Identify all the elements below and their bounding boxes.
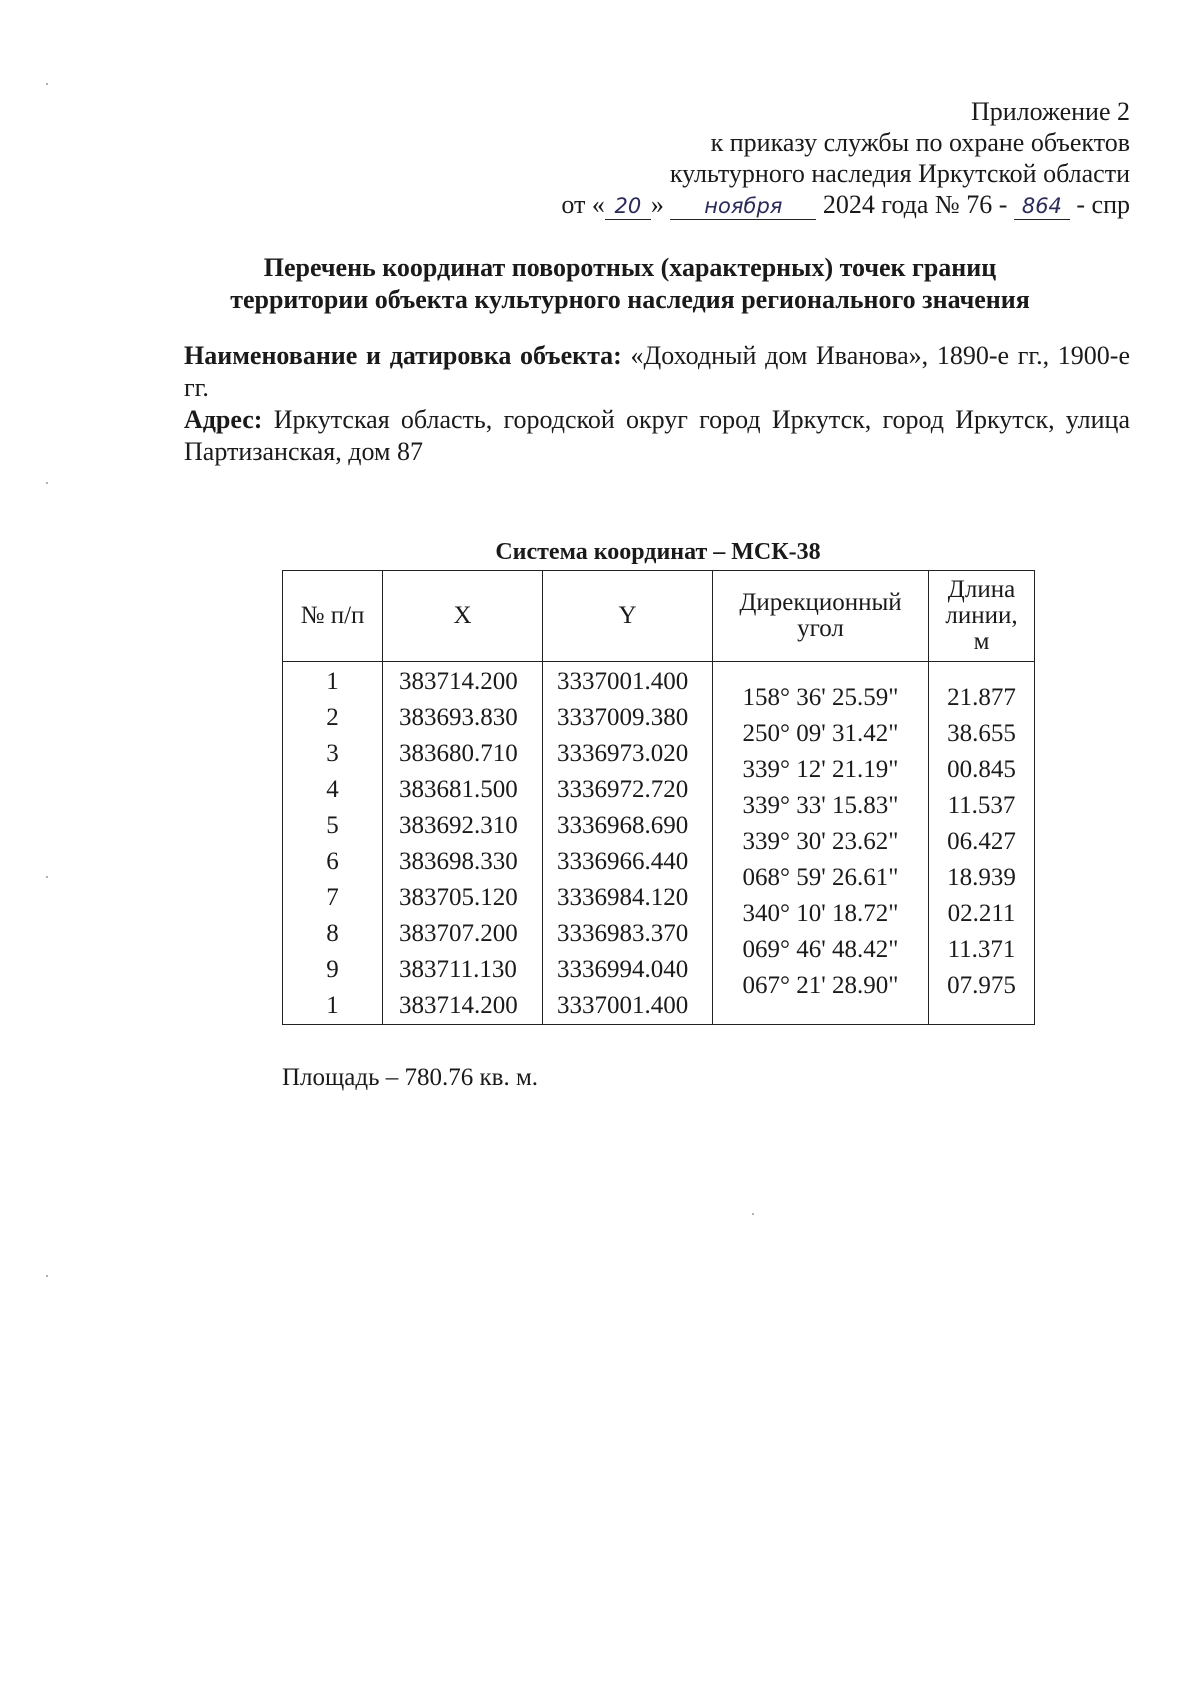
x-coordinate-cell: 383714.200 <box>399 992 518 1019</box>
scan-speck <box>752 1213 754 1215</box>
line-length-cell: 02.211 <box>947 900 1016 927</box>
line-length-cell: 00.845 <box>947 756 1016 783</box>
object-name <box>184 340 1130 404</box>
point-number-cell: 3 <box>326 740 339 767</box>
x-coordinate-cell: 383681.500 <box>399 776 518 803</box>
date-prefix: от « <box>561 190 605 219</box>
x-coordinate-cell: 383714.200 <box>399 668 518 695</box>
column-x <box>383 662 543 1025</box>
header-length-line-1: Длина <box>947 576 1016 603</box>
line-length-cell: 11.537 <box>947 792 1016 819</box>
direction-angle-cell: 067° 21' 28.90" <box>742 972 899 999</box>
x-coordinate-cell: 383693.830 <box>399 704 518 731</box>
point-number-cell: 5 <box>326 812 339 839</box>
y-coordinate-cell: 3337001.400 <box>557 992 689 1019</box>
x-coordinate-cell: 383711.130 <box>399 956 517 983</box>
handwritten-day: 20 <box>605 193 651 220</box>
column-lengths <box>929 662 1035 1025</box>
object-name-label: Наименование и датировка объекта: <box>184 341 622 370</box>
y-coordinate-cell: 3336973.020 <box>557 740 689 767</box>
coordinates-table <box>282 570 1035 1025</box>
line-length-cell: 21.877 <box>947 684 1016 711</box>
direction-angle-cell: 068° 59' 26.61" <box>742 864 899 891</box>
x-coordinate-cell: 383707.200 <box>399 920 518 947</box>
point-number-cell: 4 <box>326 776 339 803</box>
direction-angle-cell: 069° 46' 48.42" <box>742 936 899 963</box>
header-angle-line-1: Дирекционный <box>739 589 902 616</box>
area-value: Площадь – 780.76 кв. м. <box>282 1064 539 1091</box>
line-length-cell: 11.371 <box>947 936 1016 963</box>
table-header-row <box>283 571 1035 662</box>
point-number-cell: 7 <box>326 884 339 911</box>
header-angle <box>713 571 929 662</box>
appendix-number: Приложение 2 <box>970 97 1130 126</box>
order-reference: к приказу службы по охране объектов <box>710 128 1130 157</box>
scan-speck <box>46 482 48 484</box>
x-coordinate-cell: 383705.120 <box>399 884 518 911</box>
order-suffix: - спр <box>1076 190 1130 219</box>
table-body-row <box>283 662 1035 1025</box>
y-coordinate-cell: 3336968.690 <box>557 812 689 839</box>
handwritten-order-number: 864 <box>1014 193 1070 220</box>
table-caption: Система координат – МСК-38 <box>495 539 821 565</box>
x-coordinate-cell: 383698.330 <box>399 848 518 875</box>
line-length-cell: 06.427 <box>947 828 1016 855</box>
point-number-cell: 6 <box>326 848 339 875</box>
title-line-1: Перечень координат поворотных (характерных) точек границ <box>263 253 997 282</box>
header-length-line-3: м <box>973 628 990 655</box>
header-num: № п/п <box>283 571 383 662</box>
column-y <box>543 662 713 1025</box>
object-address <box>184 404 1130 468</box>
y-coordinate-cell: 3337009.380 <box>557 704 689 731</box>
direction-angle-cell: 339° 12' 21.19" <box>742 756 899 783</box>
point-number-cell: 9 <box>326 956 339 983</box>
x-coordinate-cell: 383680.710 <box>399 740 518 767</box>
order-authority: культурного наследия Иркутской области <box>669 159 1130 188</box>
object-address-value: Иркутская область, городской округ город Иркутск, город Иркутск, улица Партизанская, дом 87 <box>184 405 1131 466</box>
y-coordinate-cell: 3336972.720 <box>557 776 689 803</box>
order-date-line <box>490 189 1130 220</box>
y-coordinate-cell: 3337001.400 <box>557 668 689 695</box>
point-number-cell: 1 <box>326 668 339 695</box>
y-coordinate-cell: 3336966.440 <box>557 848 689 875</box>
date-year: 2024 года № 76 - <box>822 190 1008 219</box>
scan-speck <box>46 1275 48 1277</box>
scan-speck <box>46 876 48 878</box>
header-length <box>929 571 1035 662</box>
scan-speck <box>46 83 48 85</box>
title-line-2: территории объекта культурного наследия регионального значения <box>230 285 1030 314</box>
direction-angle-cell: 158° 36' 25.59" <box>742 684 899 711</box>
y-coordinate-cell: 3336983.370 <box>557 920 689 947</box>
direction-angle-cell: 339° 33' 15.83" <box>742 792 899 819</box>
header-length-line-2: линии, <box>945 602 1018 629</box>
direction-angle-cell: 339° 30' 23.62" <box>742 828 899 855</box>
point-number-cell: 1 <box>326 992 339 1019</box>
point-number-cell: 8 <box>326 920 339 947</box>
y-coordinate-cell: 3336994.040 <box>557 956 689 983</box>
date-mid: » <box>650 190 664 219</box>
header-angle-line-2: угол <box>797 615 844 642</box>
header-x: X <box>383 571 543 662</box>
x-coordinate-cell: 383692.310 <box>399 812 518 839</box>
object-name-value: «Доходный дом Иванова», 1890-е гг., 1900-е гг. <box>184 341 1131 402</box>
handwritten-month: ноября <box>670 193 816 220</box>
direction-angle-cell: 250° 09' 31.42" <box>742 720 899 747</box>
header-y: Y <box>543 571 713 662</box>
y-coordinate-cell: 3336984.120 <box>557 884 689 911</box>
point-number-cell: 2 <box>326 704 339 731</box>
object-address-label: Адрес: <box>184 405 263 434</box>
object-info <box>184 340 1130 468</box>
column-angles <box>713 662 929 1025</box>
line-length-cell: 18.939 <box>947 864 1016 891</box>
line-length-cell: 07.975 <box>947 972 1016 999</box>
appendix-header <box>490 96 1130 220</box>
column-point-numbers <box>283 662 383 1025</box>
document-title <box>130 252 1130 316</box>
line-length-cell: 38.655 <box>947 720 1016 747</box>
direction-angle-cell: 340° 10' 18.72" <box>742 900 899 927</box>
